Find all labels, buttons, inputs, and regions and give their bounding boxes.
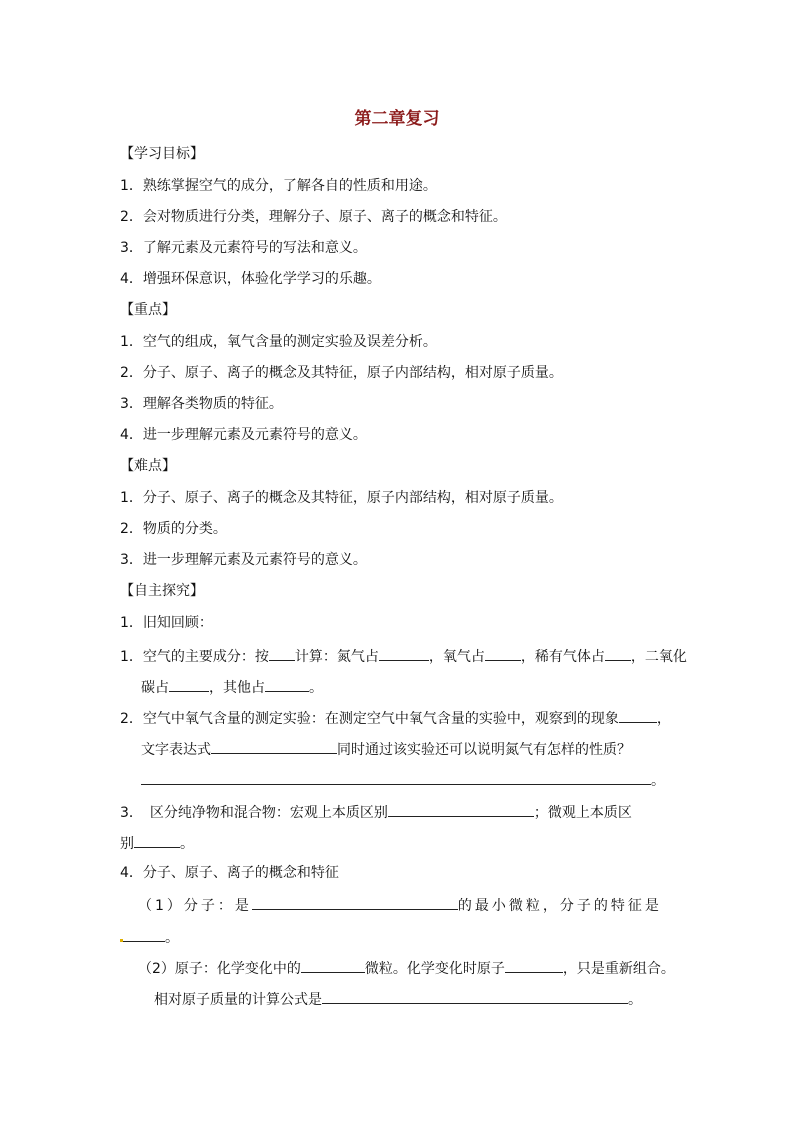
q2-blank-word-equation[interactable] — [211, 738, 337, 754]
question-1-line-2 — [141, 676, 323, 698]
question-4-title: 4．分子、原子、离子的概念和特征 — [120, 865, 339, 881]
q3-text-c: 别 — [120, 836, 134, 852]
q1-blank-noble-gas[interactable] — [605, 645, 631, 661]
review-title: 1．旧知回顾： — [120, 615, 213, 631]
q1-text-d: ，稀有气体占 — [520, 649, 605, 665]
q3-text-b: ；微观上本质区 — [533, 805, 632, 821]
q4-blank-molecule-definition[interactable] — [252, 894, 458, 910]
q2-text-d: 同时通过该实验还可以说明氮气有怎样的性质？ — [337, 742, 631, 758]
question-3-line-1 — [120, 801, 632, 823]
key-point-item-2: 2．分子、原子、离子的概念及其特征，原子内部结构，相对原子质量。 — [120, 365, 563, 381]
q1-blank-co2[interactable] — [169, 676, 209, 692]
q4-p1-text-c: 。 — [165, 930, 179, 946]
q1-text-f: 碳占 — [141, 680, 169, 696]
q1-blank-other[interactable] — [265, 676, 309, 692]
page-title: 第二章复习 — [354, 109, 440, 129]
q2-text-a: 2．空气中氧气含量的测定实验：在测定空气中氧气含量的实验中，观察到的现象 — [120, 711, 619, 727]
q2-blank-phenomenon[interactable] — [619, 707, 657, 723]
q4-p2-text-a: （2）原子：化学变化中的 — [138, 961, 301, 977]
goal-item-4: 4．增强环保意识，体验化学学习的乐趣。 — [120, 271, 381, 287]
key-point-item-4: 4．进一步理解元素及元素符号的意义。 — [120, 427, 367, 443]
q4-p1-text-a: （1）分子：是 — [138, 898, 252, 914]
question-2-line-3 — [141, 769, 665, 791]
q4-blank-formula[interactable] — [322, 988, 628, 1004]
q1-text-g: ，其他占 — [209, 680, 265, 696]
q1-text-a: 1．空气的主要成分：按 — [120, 649, 269, 665]
q1-text-h: 。 — [309, 680, 323, 696]
q4-blank-atom-change[interactable] — [505, 957, 563, 973]
q2-text-b: ， — [656, 711, 671, 727]
q4-p2-text-b: 微粒。化学变化时原子 — [364, 961, 505, 977]
key-point-item-3: 3．理解各类物质的特征。 — [120, 396, 283, 412]
q1-blank-nitrogen[interactable] — [379, 645, 429, 661]
q2-text-c: 文字表达式 — [141, 742, 211, 758]
question-2-line-1 — [120, 707, 671, 729]
goal-item-3: 3．了解元素及元素符号的写法和意义。 — [120, 240, 367, 256]
q4-blank-atom-definition[interactable] — [301, 957, 365, 973]
goal-item-1: 1．熟练掌握空气的成分，了解各自的性质和用途。 — [120, 178, 437, 194]
q1-text-e: ，二氧化 — [630, 649, 687, 665]
q4-p2-text-d: 相对原子质量的计算公式是 — [154, 992, 322, 1008]
q2-text-e: 。 — [651, 773, 665, 789]
q1-blank-oxygen[interactable] — [485, 645, 521, 661]
q3-blank-macro[interactable] — [388, 801, 534, 817]
question-4-part-1 — [138, 894, 662, 916]
question-4-part-1-line-2 — [120, 926, 179, 948]
q4-p2-text-e: 。 — [628, 992, 642, 1008]
difficulty-item-2: 2．物质的分类。 — [120, 521, 227, 537]
q2-blank-nitrogen-property[interactable] — [141, 769, 651, 785]
goals-heading: 【学习目标】 — [120, 146, 204, 162]
q1-blank-basis[interactable] — [269, 645, 295, 661]
key-points-heading: 【重点】 — [120, 302, 176, 318]
question-3-line-2 — [120, 832, 194, 854]
explore-heading: 【自主探究】 — [120, 583, 204, 599]
difficulty-item-3: 3．进一步理解元素及元素符号的意义。 — [120, 552, 367, 568]
q3-blank-micro[interactable] — [134, 832, 180, 848]
q3-text-d: 。 — [180, 836, 194, 852]
key-point-item-1: 1．空气的组成，氧气含量的测定实验及误差分析。 — [120, 334, 437, 350]
q3-text-a: 3． 区分纯净物和混合物：宏观上本质区别 — [120, 805, 388, 821]
difficulties-heading: 【难点】 — [120, 458, 176, 474]
question-1-line-1 — [120, 645, 687, 667]
q1-text-c: ，氧气占 — [428, 649, 485, 665]
q4-p2-text-c: ，只是重新组合。 — [562, 961, 675, 977]
question-4-part-2-line-2 — [154, 988, 642, 1010]
question-4-part-2 — [138, 957, 675, 979]
difficulty-item-1: 1．分子、原子、离子的概念及其特征，原子内部结构，相对原子质量。 — [120, 490, 563, 506]
q1-text-b: 计算：氮气占 — [294, 649, 379, 665]
q4-blank-molecule-feature[interactable] — [123, 926, 165, 942]
goal-item-2: 2．会对物质进行分类，理解分子、原子、离子的概念和特征。 — [120, 209, 507, 225]
q4-p1-text-b: 的最小微粒，分子的特征是 — [457, 898, 662, 914]
question-2-line-2 — [141, 738, 631, 760]
